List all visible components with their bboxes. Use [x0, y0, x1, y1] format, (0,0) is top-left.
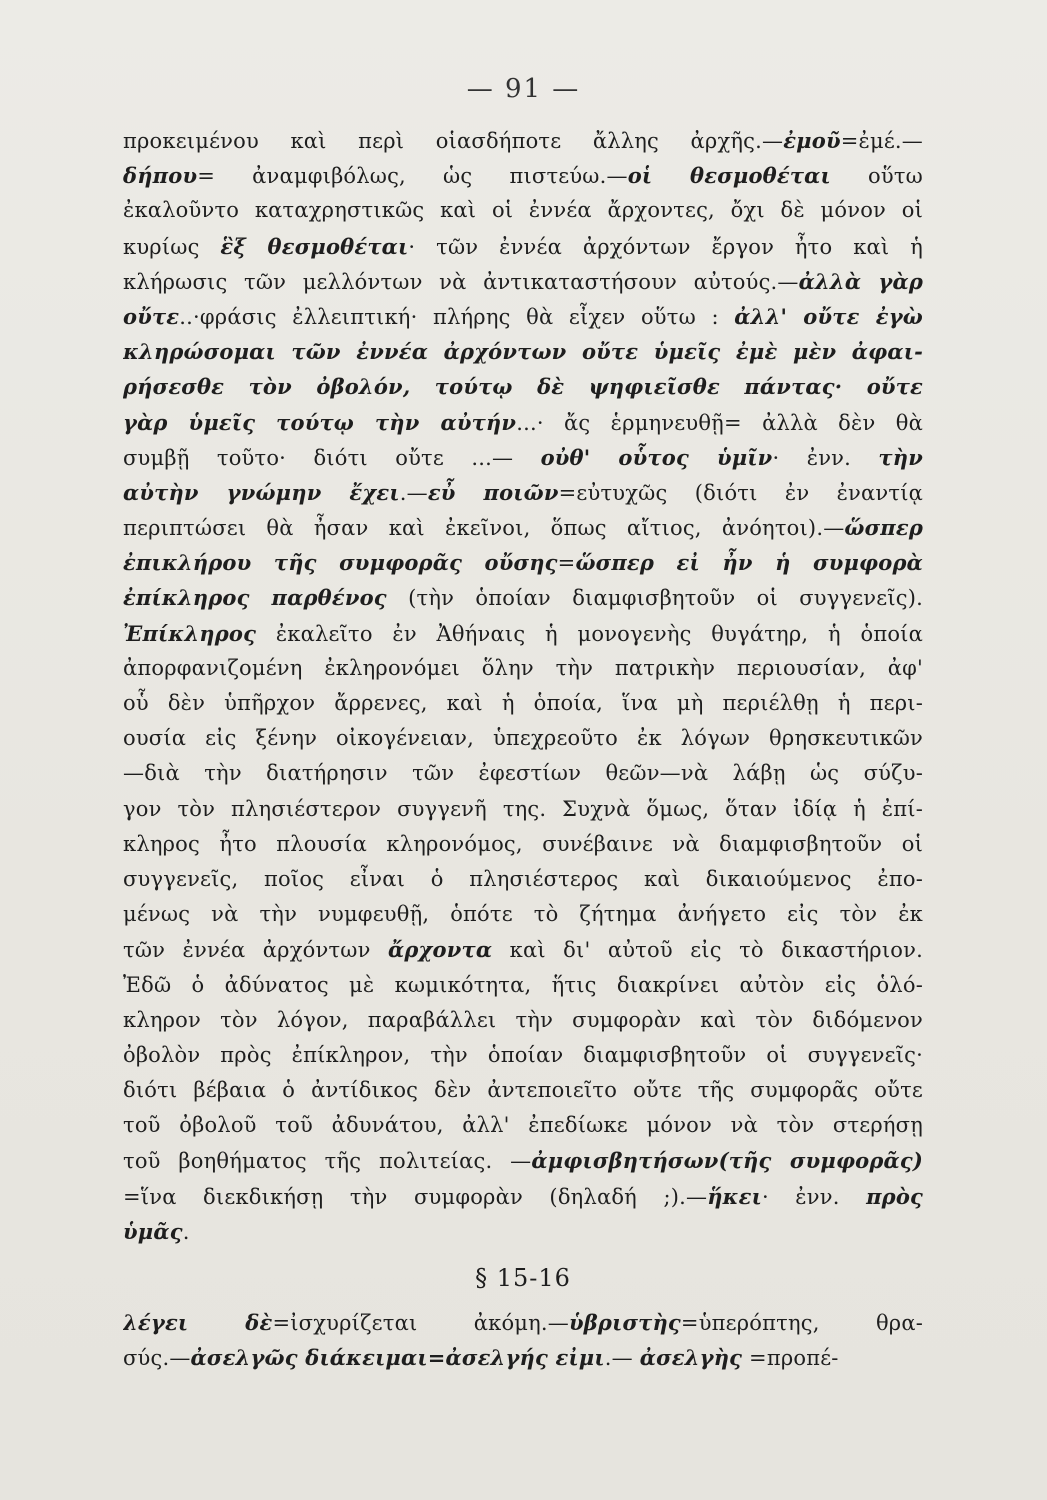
text-run: =προπέ- — [742, 1346, 839, 1371]
text-line — [123, 932, 923, 967]
text-line — [123, 510, 923, 545]
commentary-text — [123, 123, 923, 1375]
text-run: συγγενεῖς, ποῖος εἶναι ὁ πλησιέστερος καὶ δικαιούμενος ἐπο- — [123, 866, 923, 891]
text-line — [123, 440, 923, 475]
text-run: τοῦ ὀβολοῦ τοῦ ἀδυνάτου, ἀλλ' ἐπεδίωκε μόνον νὰ τὸν στερήσῃ — [123, 1113, 923, 1138]
lemma-term: τὴν — [878, 444, 923, 470]
text-run: · ἐνν. — [761, 1184, 867, 1209]
text-line — [123, 897, 923, 932]
text-run: προκειμένου καὶ περὶ οἱασδήποτε ἄλλης ἀρχῆς.— — [123, 129, 784, 153]
text-run: · ἐνν. — [772, 445, 879, 470]
text-line — [123, 792, 923, 827]
text-line — [123, 193, 923, 228]
text-line — [123, 1073, 923, 1108]
text-run: =ὑπερόπτης, θρα- — [680, 1311, 923, 1335]
text-run: διότι βέβαια ὁ ἀντίδικος δὲν ἀντεποιεῖτο οὔτε τῆς συμφορᾶς οὔτε — [123, 1078, 923, 1103]
text-line — [123, 651, 923, 686]
text-line — [123, 721, 923, 756]
text-run: τῶν ἐννέα ἀρχόντων — [123, 938, 388, 963]
text-run: = — [557, 551, 576, 576]
text-line — [123, 1038, 923, 1073]
lemma-term: ἐπικλήρου τῆς συμφορᾶς οὔσης — [123, 550, 558, 576]
text-run: =εὐτυχῶς (διότι ἐν ἐναντίᾳ — [558, 480, 923, 505]
text-run: σύς.— — [123, 1346, 191, 1371]
text-run: κληρος ἦτο πλουσία κληρονόμος, συνέβαινε νὰ διαμφισβητοῦν οἱ — [123, 831, 923, 856]
text-run: ἐκαλεῖτο ἐν Ἀθήναις ἡ μονογενὴς θυγάτηρ, ἡ ὁποία — [256, 621, 923, 646]
text-run: κλήρωσις τῶν μελλόντων νὰ ἀντικαταστήσουν αὐτούς.— — [123, 269, 799, 294]
section-heading: § 15-16 — [475, 1264, 571, 1292]
text-line — [123, 229, 923, 264]
lemma-term: ἀσελγὴς — [639, 1345, 743, 1371]
lemma-term: δήπου — [123, 163, 198, 189]
text-run: —διὰ τὴν διατήρησιν τῶν ἐφεστίων θεῶν—νὰ λάβῃ ὡς σύζυ- — [123, 761, 923, 786]
text-line — [123, 827, 923, 862]
text-run: Ἐδῶ ὁ ἀδύνατος μὲ κωμικότητα, ἥτις διακρίνει αὐτὸν εἰς ὁλό- — [123, 972, 923, 997]
text-run: οὕτω — [830, 164, 923, 189]
text-line — [123, 1340, 923, 1375]
lemma-term: ἀλλὰ γὰρ — [798, 268, 923, 294]
text-line — [123, 334, 923, 369]
text-line — [123, 299, 923, 334]
lemma-term: οἱ θεσμοθέται — [627, 163, 831, 189]
page-number: — 91 — — [466, 74, 581, 104]
text-run: =ἰσχυρίζεται ἀκόμη.— — [272, 1311, 569, 1335]
text-run: μένως νὰ τὴν νυμφευθῇ, ὁπότε τὸ ζήτημα ἀνήγετο εἰς τὸν ἐκ — [123, 902, 923, 927]
lemma-term: γὰρ ὑμεῖς τούτῳ τὴν αὐτήν — [123, 409, 517, 435]
text-line — [123, 1143, 923, 1178]
lemma-term: ἄρχοντα — [387, 937, 493, 963]
paragraph-notes-after — [123, 1305, 923, 1375]
lemma-term: οὔτε — [123, 303, 180, 329]
text-line — [123, 1305, 923, 1340]
text-run: κυρίως — [123, 234, 221, 259]
lemma-term: ὑβριστὴς — [569, 1310, 681, 1335]
lemma-term: ρήσεσθε τὸν ὀβολόν, τούτῳ δὲ ψηφιεῖσθε πάντας· οὔτε — [123, 374, 923, 400]
text-line — [123, 369, 923, 404]
text-run: ...· ἄς ἑρμηνευθῇ= ἀλλὰ δὲν θὰ — [516, 410, 923, 435]
lemma-term: εὖ ποιῶν — [427, 479, 559, 505]
text-run: κληρον τὸν λόγον, παραβάλλει τὴν συμφορὰν καὶ τὸν διδόμενον — [123, 1007, 923, 1032]
text-run: ἐκαλοῦντο καταχρηστικῶς καὶ οἱ ἐννέα ἄρχοντες, ὄχι δὲ μόνον οἱ — [123, 198, 923, 223]
text-run: ὀβολὸν πρὸς ἐπίκληρον, τὴν ὁποίαν διαμφισβητοῦν οἱ συγγενεῖς· — [123, 1042, 923, 1067]
text-run: γον τὸν πλησιέστερον συγγενῆ της. Συχνὰ ὅμως, ὅταν ἰδίᾳ ἡ ἐπί- — [123, 796, 923, 821]
text-line — [123, 968, 923, 1003]
text-run: καὶ δι' αὐτοῦ εἰς τὸ δικαστήριον. — [492, 938, 923, 963]
lemma-term: λέγει δὲ — [123, 1310, 273, 1335]
lemma-term: ἀλλ' οὔτε ἐγὼ — [734, 303, 923, 329]
lemma-term: ὥσπερ εἰ ἦν ἡ συμφορὰ — [575, 550, 923, 576]
text-run: = ἀναμφιβόλως, ὡς πιστεύω.— — [197, 164, 628, 189]
lemma-term: ἓξ θεσμοθέται — [220, 233, 409, 259]
text-line — [123, 616, 923, 651]
lemma-term: ἥκει — [707, 1183, 762, 1209]
lemma-term: ἀμφισβητήσων(τῆς συμφορᾶς) — [531, 1148, 923, 1174]
text-run: .— — [604, 1346, 640, 1371]
lemma-term: πρὸς — [866, 1183, 923, 1209]
text-run: . — [182, 1219, 190, 1244]
text-line — [123, 158, 923, 193]
text-run: (τὴν ὁποίαν διαμφισβητοῦν οἱ συγγενεῖς). — [386, 586, 923, 611]
lemma-term: ἐπίκληρος παρθένος — [123, 585, 387, 611]
text-line — [123, 1214, 923, 1249]
lemma-term: Ἐπίκληρος — [123, 620, 257, 646]
text-run: ἀπορφανιζομένη ἐκληρονόμει ὅλην τὴν πατρικὴν περιουσίαν, ἀφ' — [123, 655, 923, 680]
text-run: · τῶν ἐννέα ἀρχόντων ἔργον ἦτο καὶ ἡ — [408, 234, 923, 259]
text-line — [123, 756, 923, 791]
paragraph-notes-before — [123, 123, 923, 1249]
text-run: =ἵνα διεκδικήσῃ τὴν συμφορὰν (δηλαδή ;).— — [123, 1184, 708, 1209]
lemma-term: ἀσελγῶς διάκειμαι=ἀσελγής εἰμι — [190, 1345, 605, 1371]
text-run: οὗ δὲν ὑπῆρχον ἄρρενες, καὶ ἡ ὁποία, ἵνα μὴ περιέλθῃ ἡ περι- — [123, 691, 923, 715]
text-line — [123, 1003, 923, 1038]
text-run: ..·φράσις ἐλλειπτική· πλήρης θὰ εἶχεν οὕτω : — [179, 304, 735, 329]
text-line — [123, 264, 923, 299]
text-run: συμβῇ τοῦτο· διότι οὔτε ...— — [123, 445, 541, 470]
lemma-term: ἐμοῦ — [783, 128, 841, 153]
text-run: ουσία εἰς ξένην οἰκογένειαν, ὑπεχρεοῦτο ἐκ λόγων θρησκευτικῶν — [123, 726, 923, 751]
lemma-term: ὑμᾶς — [123, 1218, 183, 1244]
text-line — [123, 1179, 923, 1214]
lemma-term: ὥσπερ — [844, 515, 923, 541]
text-run: τοῦ βοηθήματος τῆς πολιτείας. — — [123, 1149, 532, 1174]
text-run: =ἐμέ.— — [840, 129, 923, 153]
text-line — [123, 475, 923, 510]
lemma-term: κληρώσομαι τῶν ἐννέα ἀρχόντων οὔτε ὑμεῖς ἐμὲ μὲν ἀφαι- — [123, 339, 923, 365]
text-line — [123, 405, 923, 440]
text-line — [123, 580, 923, 615]
text-line — [123, 545, 923, 580]
text-run: περιπτώσει θὰ ἦσαν καὶ ἐκεῖνοι, ὅπως αἴτιος, ἀνόητοι).— — [123, 516, 845, 541]
text-line — [123, 862, 923, 897]
lemma-term: οὐθ' οὗτος ὑμῖν — [540, 444, 773, 470]
lemma-term: αὐτὴν γνώμην ἔχει — [123, 479, 400, 505]
text-line — [123, 686, 923, 721]
text-run: .— — [399, 480, 428, 505]
text-line — [123, 123, 923, 158]
text-line — [123, 1108, 923, 1143]
